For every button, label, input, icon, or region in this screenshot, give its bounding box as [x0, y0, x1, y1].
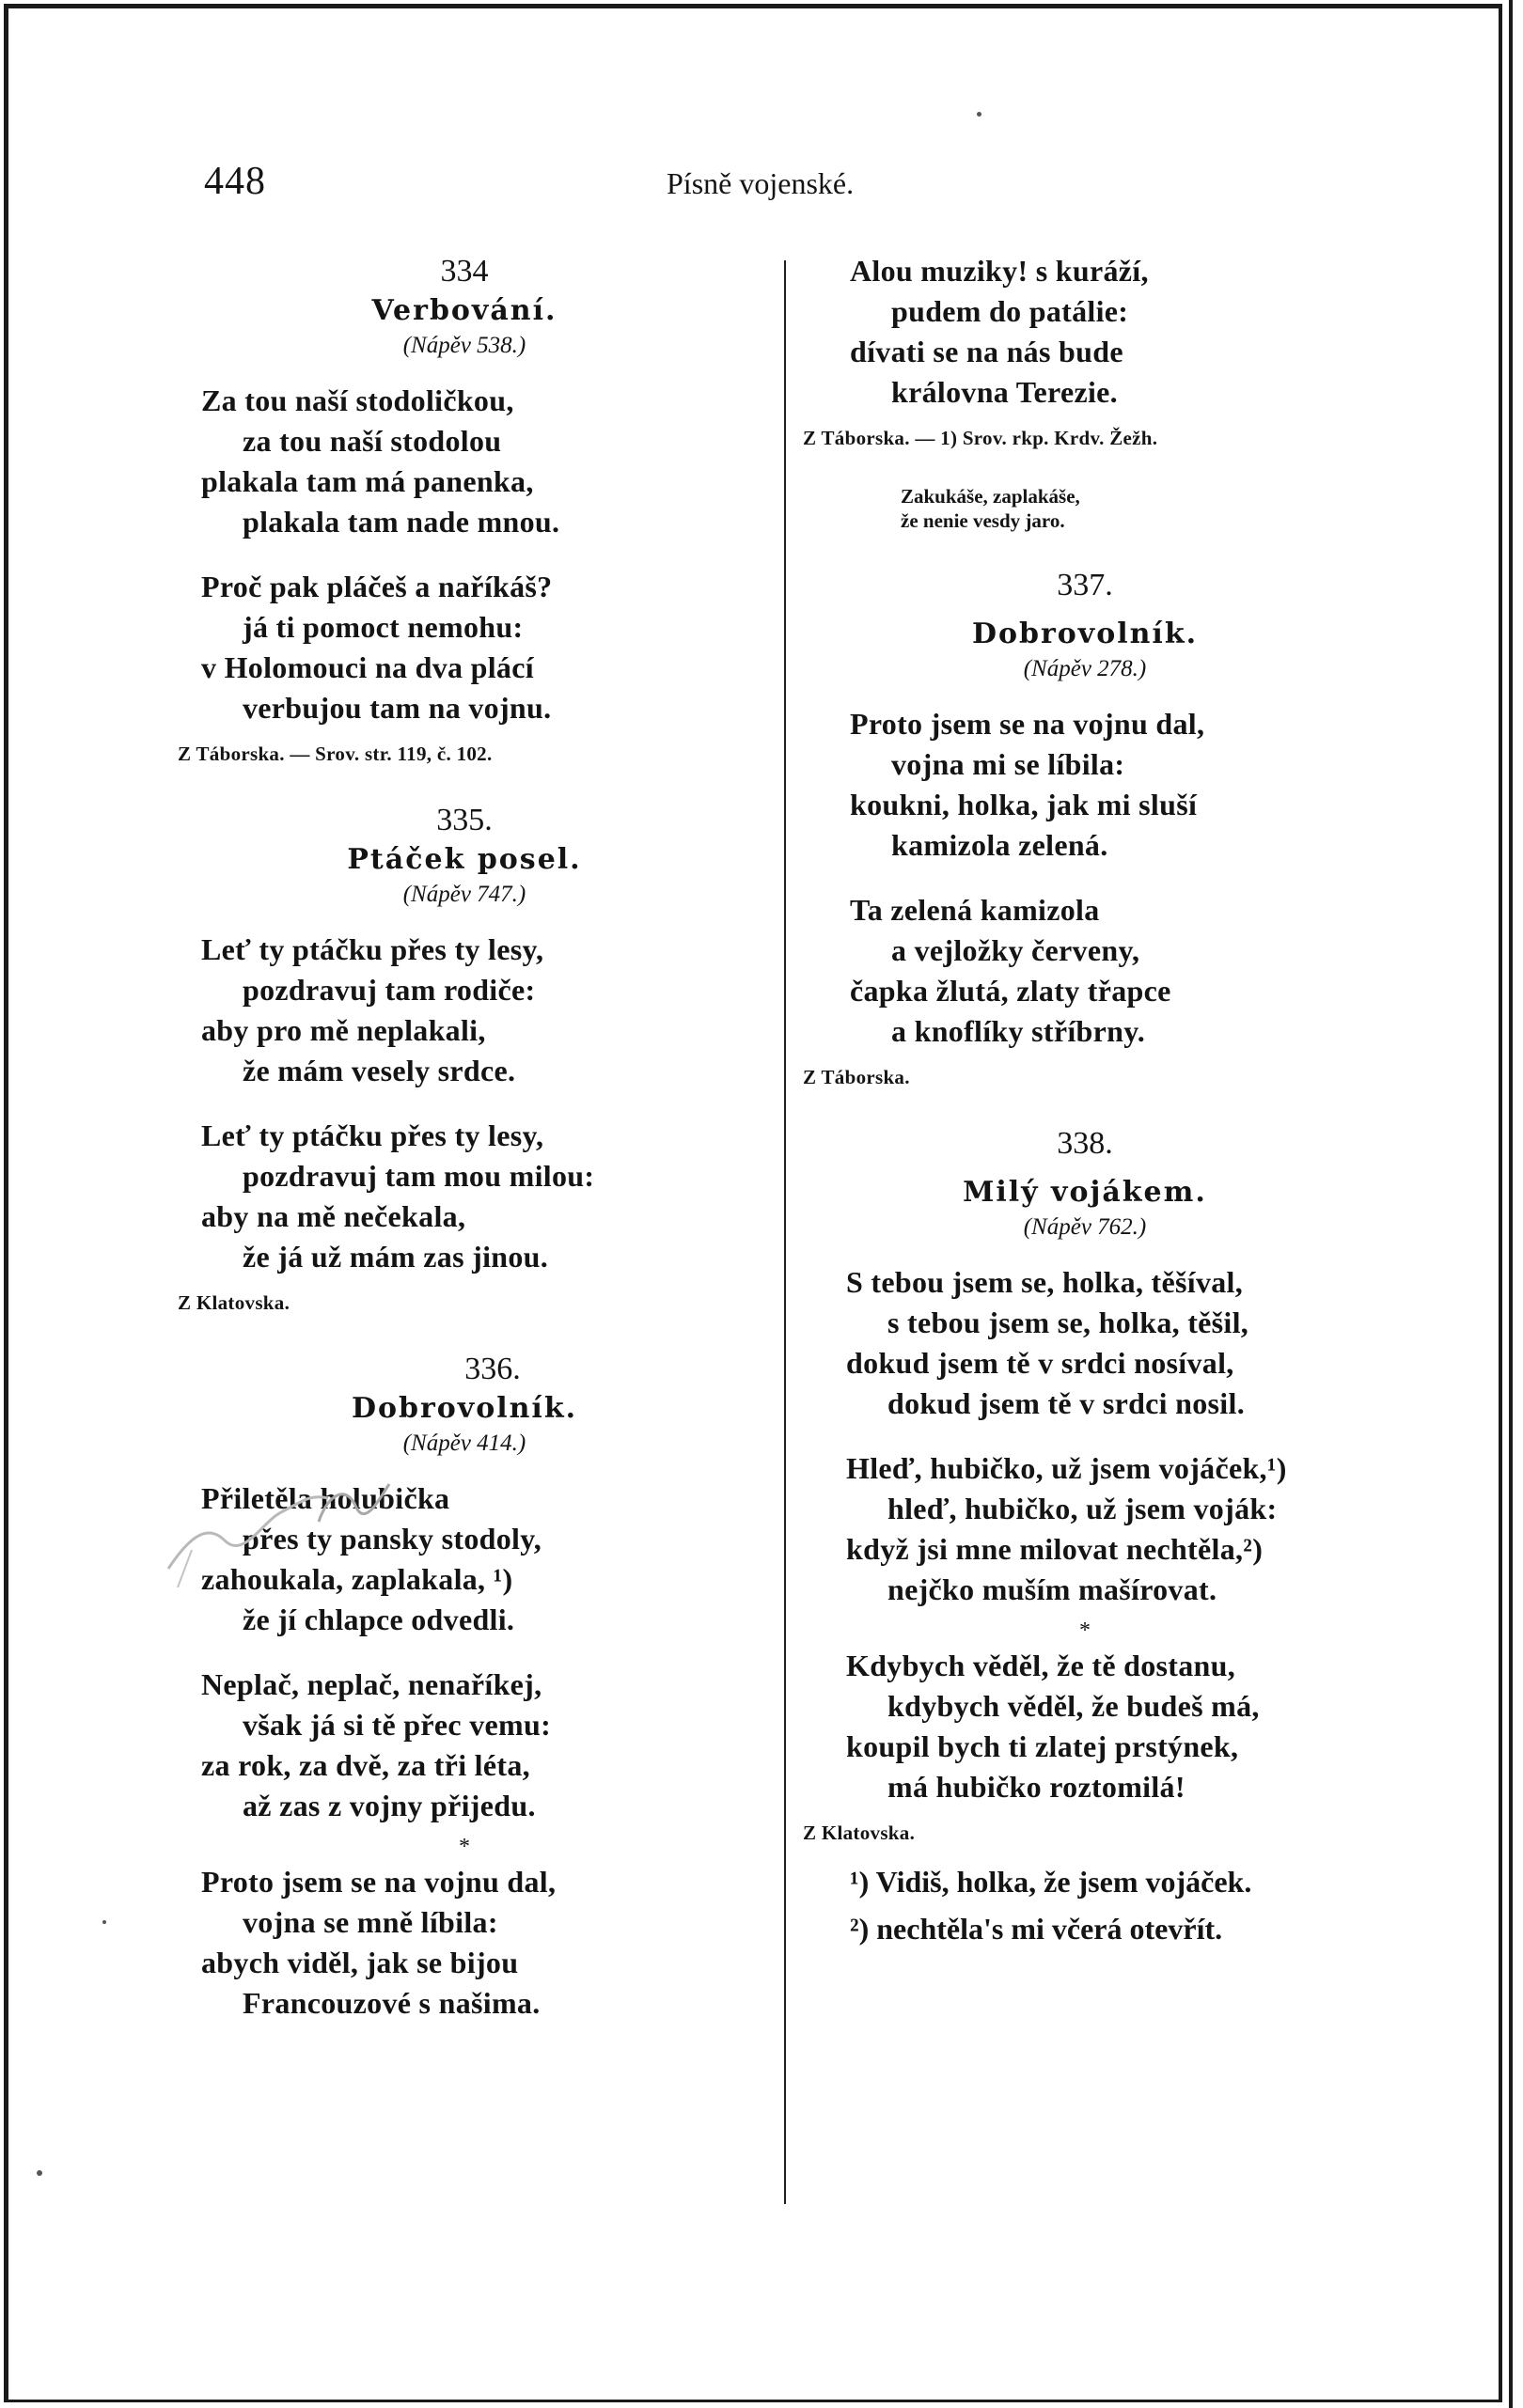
verse-line: v Holomouci na dva plácí	[201, 650, 534, 684]
stanza	[201, 930, 728, 1091]
pencil-scribble	[149, 1456, 422, 1587]
source-note: Z Táborska. — Srov. str. 119, č. 102.	[178, 743, 493, 765]
verse-line: a vejložky červeny,	[891, 933, 1140, 967]
verse-line: vojna mi se líbila:	[891, 747, 1125, 781]
verse-line: má hubičko roztomilá!	[887, 1770, 1185, 1804]
melody-reference: (Nápěv 747.)	[402, 882, 526, 907]
verse-line: kdybych věděl, že budeš má,	[887, 1689, 1260, 1723]
stanza	[201, 1665, 728, 1826]
stanza	[803, 251, 1367, 413]
verse-line: hleď, hubičko, už jsem voják:	[887, 1492, 1278, 1525]
book-page	[8, 8, 1499, 2400]
right-column	[803, 251, 1367, 1952]
verse-line: za rok, za dvě, za tři léta,	[201, 1748, 530, 1782]
verse-line: pozdravuj tam mou milou:	[243, 1159, 595, 1193]
song-number: 338.	[1057, 1126, 1113, 1161]
song-number: 336.	[464, 1352, 521, 1386]
verse-line: koupil bych ti zlatej prstýnek,	[846, 1729, 1239, 1763]
song-title: Verbování.	[371, 294, 557, 327]
melody-reference: (Nápěv 538.)	[402, 333, 526, 358]
source-note: Z Táborska.	[803, 1066, 910, 1088]
paper-speck	[977, 112, 981, 117]
verse-line: že mám vesely srdce.	[243, 1054, 516, 1087]
song-number: 337.	[1057, 568, 1113, 602]
verse-line: však já si tě přec vemu:	[243, 1708, 552, 1742]
paper-speck	[37, 2170, 42, 2176]
verse-line: S tebou jsem se, holka, těšíval,	[846, 1265, 1244, 1299]
stanza	[201, 381, 728, 542]
stanza	[803, 1262, 1367, 1424]
song-title: Dobrovolník.	[351, 1392, 578, 1425]
verse-line: Za tou naší stodoličkou,	[201, 383, 514, 417]
stanza	[803, 1448, 1367, 1610]
section-star: *	[1079, 1618, 1091, 1643]
annotation-note	[901, 484, 1367, 533]
footnote-mark: ¹)	[850, 1865, 870, 1899]
verse-line: Francouzové s našima.	[243, 1986, 541, 2020]
verse-line: Neplač, neplač, nenaříkej,	[201, 1667, 542, 1701]
verse-line: že já už mám zas jinou.	[243, 1240, 549, 1274]
section-star: *	[459, 1835, 470, 1859]
song-number: 335.	[436, 803, 493, 837]
verse-line: Proč pak pláčeš a naříkáš?	[201, 570, 553, 603]
footnote-text: Vidiš, holka, že jsem vojáček.	[875, 1865, 1252, 1899]
verse-line: Leť ty ptáčku přes ty lesy,	[201, 1118, 544, 1152]
stanza	[201, 1862, 728, 2024]
stanza	[803, 1646, 1367, 1807]
footnote	[803, 1858, 1367, 1905]
verse-line: plakala tam má panenka,	[201, 464, 534, 498]
melody-reference: (Nápěv 762.)	[1023, 1214, 1147, 1240]
stanza	[201, 567, 728, 728]
verse-line: Ta zelená kamizola	[850, 893, 1100, 927]
verse-line: za tou naší stodolou	[243, 424, 502, 458]
verse-line: až zas z vojny přijedu.	[243, 1789, 536, 1822]
page-number: 448	[204, 160, 266, 203]
song-337	[803, 565, 1367, 1091]
verse-line: zahoukala, zaplakala, ¹)	[201, 1562, 513, 1596]
verse-line: verbujou tam na vojnu.	[243, 691, 552, 725]
verse-line: kamizola zelená.	[891, 828, 1108, 862]
verse-line: královna Terezie.	[891, 375, 1118, 409]
footnote-text: nechtěla's mi včerá otevřít.	[876, 1912, 1223, 1946]
column-divider	[784, 260, 786, 2204]
stanza	[201, 1116, 728, 1277]
source-note: Z Klatovska.	[178, 1291, 290, 1314]
verse-line: vojna se mně líbila:	[243, 1905, 498, 1939]
source-note: Z Klatovska.	[803, 1822, 916, 1844]
verse-line: Alou muziky! s kuráží,	[850, 254, 1149, 288]
verse-line: přes ty pansky stodoly,	[243, 1522, 542, 1556]
song-336-continued	[803, 251, 1367, 533]
verse-line: aby na mě nečekala,	[201, 1199, 466, 1233]
song-338	[803, 1123, 1367, 1952]
verse-line: když jsi mne milovat nechtěla,²)	[846, 1532, 1264, 1566]
verse-line: čapka žlutá, zlaty třapce	[850, 974, 1171, 1008]
stanza	[803, 704, 1367, 866]
melody-reference: (Nápěv 278.)	[1023, 656, 1147, 681]
note-line: že nenie vesdy jaro.	[901, 509, 1065, 532]
verse-line: koukni, holka, jak mi sluší	[850, 788, 1198, 821]
footnote-mark: ²)	[850, 1912, 870, 1946]
running-title: Písně vojenské.	[667, 166, 855, 200]
verse-line: Hleď, hubičko, už jsem vojáček,¹)	[846, 1451, 1287, 1485]
verse-line: plakala tam nade mnou.	[243, 505, 560, 539]
song-336	[201, 1349, 728, 2024]
verse-line: Proto jsem se na vojnu dal,	[201, 1865, 557, 1899]
verse-line: pozdravuj tam rodiče:	[243, 973, 536, 1007]
binding-edge	[1507, 0, 1523, 2408]
verse-line: Kdybych věděl, že tě dostanu,	[846, 1649, 1236, 1682]
verse-line: dokud jsem tě v srdci nosíval,	[846, 1346, 1234, 1380]
verse-line: já ti pomoct nemohu:	[243, 610, 524, 644]
verse-line: Proto jsem se na vojnu dal,	[850, 707, 1205, 741]
source-note: Z Táborska. — 1) Srov. rkp. Krdv. Žežh.	[803, 427, 1158, 449]
paper-speck	[102, 1920, 106, 1924]
verse-line: s tebou jsem se, holka, těšil,	[887, 1306, 1249, 1339]
stanza	[803, 890, 1367, 1052]
verse-line: nejčko muším mašírovat.	[887, 1572, 1217, 1606]
song-title: Milý vojákem.	[963, 1176, 1207, 1209]
page-header	[8, 159, 1499, 215]
verse-line: pudem do patálie:	[891, 294, 1129, 328]
verse-line: a knoflíky stříbrny.	[891, 1014, 1146, 1048]
verse-line: abych viděl, jak se bijou	[201, 1946, 519, 1979]
verse-line: Přiletěla holubička	[201, 1481, 450, 1515]
song-title: Ptáček posel.	[347, 843, 582, 876]
left-column	[178, 251, 728, 2048]
song-title: Dobrovolník.	[971, 618, 1199, 650]
song-334	[178, 251, 728, 768]
verse-line: aby pro mě neplakali,	[201, 1013, 486, 1047]
verse-line: Leť ty ptáčku přes ty lesy,	[201, 932, 544, 966]
verse-line: dokud jsem tě v srdci nosil.	[887, 1386, 1245, 1420]
footnote	[803, 1905, 1367, 1952]
song-335	[178, 800, 728, 1317]
melody-reference: (Nápěv 414.)	[402, 1431, 526, 1456]
verse-line: že jí chlapce odvedli.	[243, 1603, 515, 1636]
note-line: Zakukáše, zaplakáše,	[901, 485, 1080, 508]
verse-line: dívati se na nás bude	[850, 335, 1123, 368]
song-number: 334	[440, 254, 489, 289]
